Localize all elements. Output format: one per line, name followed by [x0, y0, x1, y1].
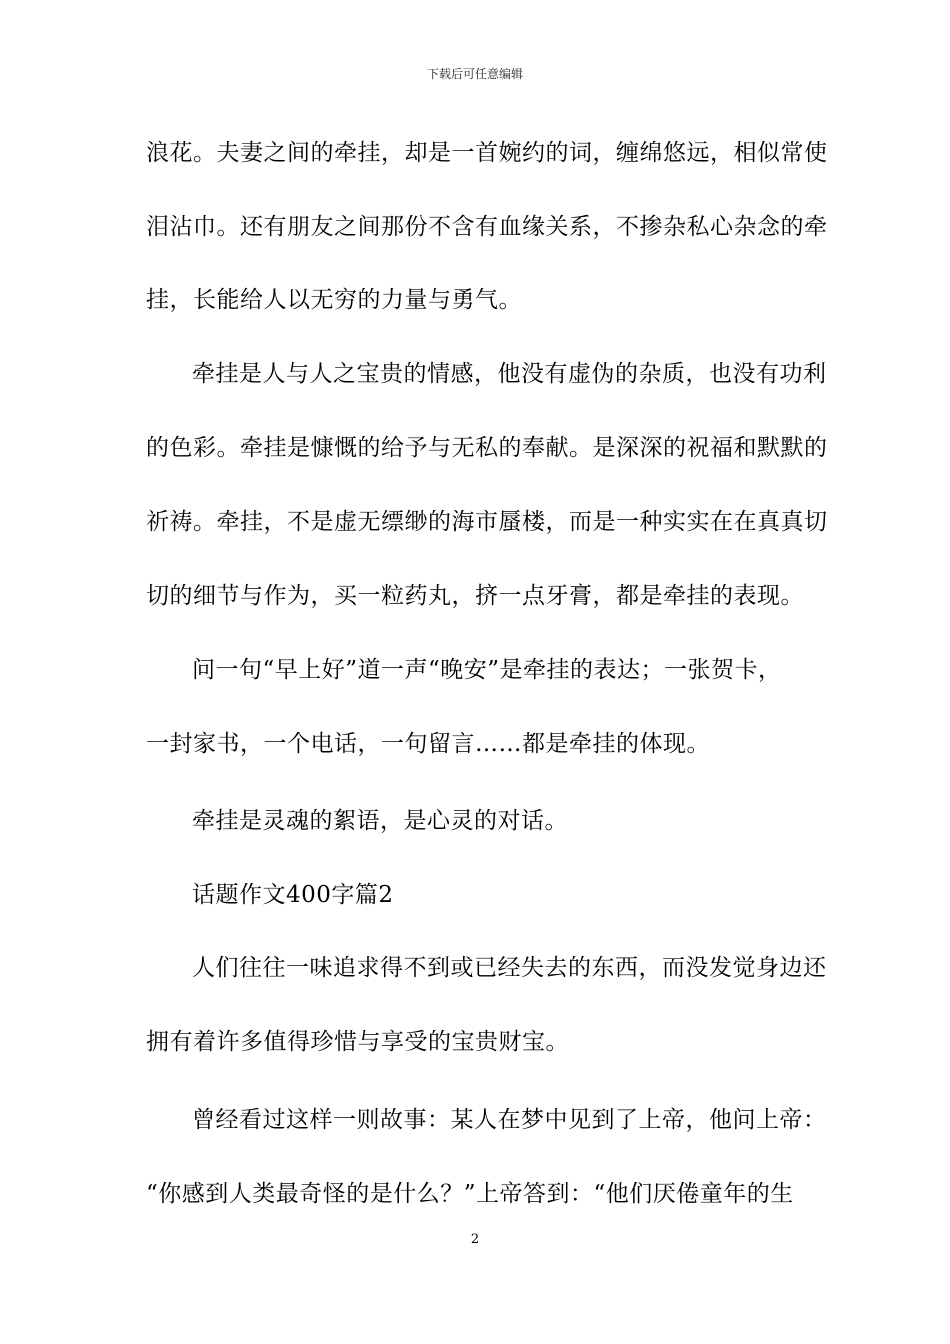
- text-line: 拥有着许多值得珍惜与享受的宝贵财宝。: [146, 1029, 569, 1055]
- section-heading: 话题作文400字篇2: [192, 882, 394, 908]
- paragraph-first-line: 曾经看过这样一则故事：某人在梦中见到了上帝，他问上帝：: [192, 1107, 827, 1133]
- text-line: 挂，长能给人以无穷的力量与勇气。: [146, 287, 522, 313]
- text-line: 切的细节与作为，买一粒药丸，挤一点牙膏，都是牵挂的表现。: [146, 583, 804, 609]
- paragraph-first-line: 问一句“早上好”道一声“晚安”是牵挂的表达；一张贺卡，: [192, 657, 782, 683]
- paragraph-first-line: 牵挂是灵魂的絮语，是心灵的对话。: [192, 808, 568, 834]
- text-line: “你感到人类最奇怪的是什么？”上帝答到：“他们厌倦童年的生: [146, 1181, 794, 1207]
- text-line: 祈祷。牵挂，不是虚无缥缈的海市蜃楼，而是一种实实在在真真切: [146, 509, 828, 535]
- paragraph-first-line: 人们往往一味追求得不到或已经失去的东西，而没发觉身边还: [192, 955, 827, 981]
- page-number: 2: [470, 1232, 480, 1247]
- text-line: 一封家书，一个电话，一句留言……都是牵挂的体现。: [146, 731, 710, 757]
- page-header: 下载后可任意编辑: [426, 67, 523, 81]
- text-line: 的色彩。牵挂是慷慨的给予与无私的奉献。是深深的祝福和默默的: [146, 435, 828, 461]
- text-line: 泪沾巾。还有朋友之间那份不含有血缘关系，不掺杂私心杂念的牵: [146, 214, 828, 240]
- paragraph-first-line: 牵挂是人与人之宝贵的情感，他没有虚伪的杂质，也没有功利: [192, 361, 827, 387]
- text-line: 浪花。夫妻之间的牵挂，却是一首婉约的词，缠绵悠远，相似常使: [146, 140, 828, 166]
